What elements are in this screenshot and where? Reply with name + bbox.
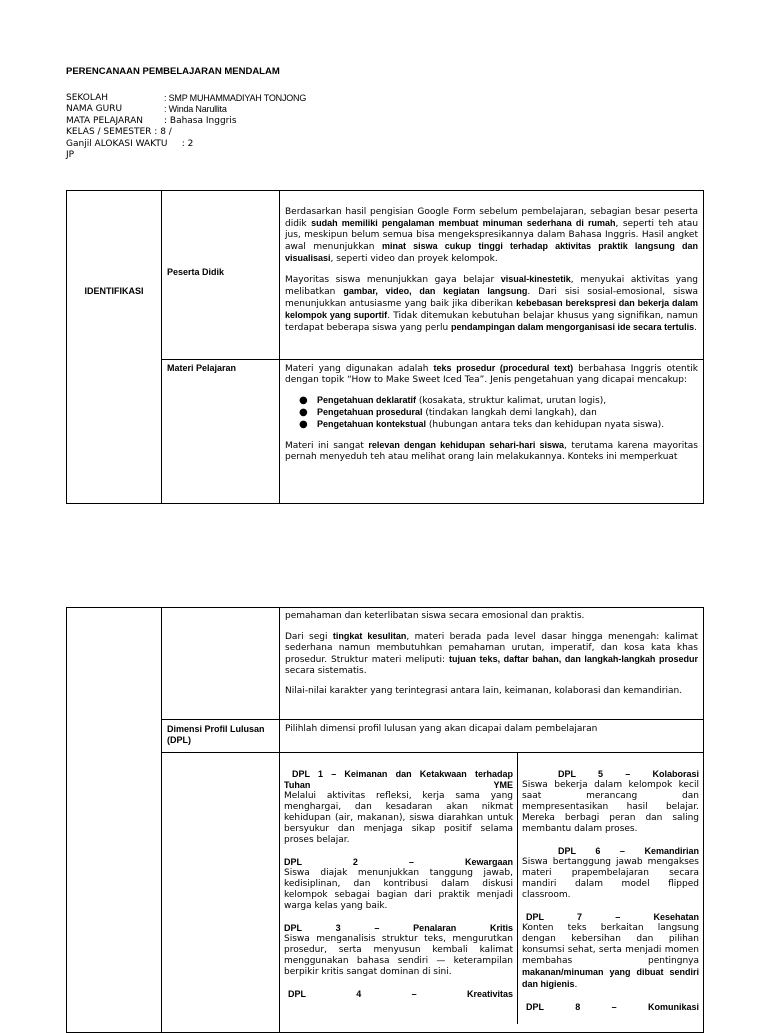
- bullet-icon: ●: [299, 419, 308, 430]
- meta-mapel: [66, 116, 726, 128]
- dpl-item: DPL 6 – Kemandirian Siswa bertanggung jawab mengakses materi prapembelajaran secara mandiri dalam model flipped classroom.: [522, 846, 699, 900]
- meta-value: : Winda Narullita: [164, 104, 227, 114]
- dpl-column-left: [280, 753, 518, 1024]
- dpl-item: DPL 7 – Kesehatan Konten teks berkaitan langsung dengan kebersihan dan pilihan konsumsi sehat, serta menjadi momen membahas pentingnya makanan/minuman yang dibuat sendiri dan higienis.: [522, 912, 699, 990]
- meta-label: NAMA GURU: [66, 104, 123, 114]
- dpl-item: DPL 5 – Kolaborasi Siswa bekerja dalam kelompok kecil saat merancang dan mempresentasikan hasil belajar. Mereka berbagi peran dan saling membantu dalam proses.: [522, 769, 699, 834]
- meta-value: : Bahasa Inggris: [164, 115, 237, 126]
- dpl-item: DPL 3 – Penalaran Kritis Siswa menganalisis struktur teks, mengurutkan prosedur, serta menyusun kembali kalimat menggunakan bahasa sendiri — keterampilan berpikir kritis sangat dominan di sini.: [284, 923, 513, 977]
- materi-content: [280, 360, 704, 504]
- dpl-item: DPL 2 – Kewargaan Siswa diajak menunjukkan tanggung jawab, kedisiplinan, dan kontribusi dalam diskusi kelompok sebagai bagian dari praktik menjadi warga kelas yang baik.: [284, 857, 513, 911]
- dpl-column-right: [518, 753, 703, 1024]
- materi-paragraph-1: Materi yang digunakan adalah teks prosedur (procedural text) berbahasa Inggris otentik dengan topik “How to Make Sweet Iced Tea”. Jenis pengetahuan yang dicapai mencakup:: [285, 363, 698, 385]
- dpl-item: DPL 1 – Keimanan dan Ketakwaan terhadap Tuhan YME Melalui aktivitas refleksi, kerja sama yang menghargai, dan kesadaran akan nikmat kehidupan (air, makanan), siswa diarahkan untuk bersyukur dan menjaga sikap positif selama proses belajar.: [284, 769, 513, 845]
- bullet-icon: ●: [299, 407, 308, 418]
- identification-table: [66, 190, 704, 504]
- dpl-grid: [280, 753, 704, 1033]
- peserta-didik-label: Peserta Didik: [167, 266, 225, 277]
- section-label: IDENTIFIKASI: [84, 286, 144, 297]
- meta-label: SEKOLAH: [66, 92, 109, 103]
- continuation-table: [66, 607, 704, 1033]
- peserta-paragraph-2: Mayoritas siswa menunjukkan gaya belajar visual-kinestetik, menyukai aktivitas yang melibatkan gambar, video, dan kegiatan langsung. Dari sisi sosial-emosional, siswa menunjukkan antusiasme yang baik jika diberikan kebebasan berekspresi dan bekerja dalam kelompok yang suportif. Tidak ditemukan kebutuhan belajar khusus yang signifikan, namun terdapat beberapa siswa yang perlu pendampingan dalam mengorganisasi ide secara tertulis.: [285, 274, 699, 333]
- list-item: ● Pengetahuan prosedural (tindakan langkah demi langkah), dan: [299, 407, 597, 418]
- peserta-paragraph-1: Berdasarkan hasil pengisian Google Form sebelum pembelajaran, sebagian besar peserta didik sudah memiliki pengalaman membuat minuman sederhana di rumah, seperti teh atau jus, meskipun belum semua bisa mengekspresikannya dalam Bahasa Inggris. Hasil angket awal menunjukkan minat siswa cukup tinggi terhadap aktivitas praktik langsung dan visualisasi, seperti video dan proyek kelompok.: [285, 207, 699, 264]
- materi-paragraph-2: Materi ini sangat relevan dengan kehidupan sehari-hari siswa, terutama karena mayoritas pernah menyeduh teh atau melihat orang lain melakukannya. Konteks ini memperkuat: [285, 440, 698, 462]
- dpl-intro-cell: [280, 720, 704, 753]
- document-header: [66, 66, 726, 162]
- list-item: ● Pengetahuan kontekstual (hubungan antara teks dan kehidupan nyata siswa).: [299, 419, 665, 430]
- row-label-cell: [162, 360, 280, 504]
- row-label-cell: [162, 191, 280, 360]
- cont-paragraph-1: pemahaman dan keterlibatan siswa secara emosional dan praktis.: [285, 611, 585, 621]
- peserta-didik-content: [280, 191, 704, 360]
- list-item: ● Pengetahuan deklaratif (kosakata, struktur kalimat, urutan logis),: [299, 395, 607, 406]
- section-label-cell: [67, 608, 162, 1033]
- dpl-intro: Pilihlah dimensi profil lulusan yang akan dicapai dalam pembelajaran: [285, 724, 598, 734]
- dpl-label: Dimensi Profil Lulusan (DPL): [167, 724, 265, 745]
- meta-kelas: KELAS / SEMESTER : 8 /: [66, 127, 172, 137]
- meta-sekolah: [66, 93, 726, 105]
- meta-alokasi: Ganjil ALOKASI WAKTU : 2: [66, 138, 194, 149]
- cont-paragraph-3: Nilai-nilai karakter yang terintegrasi antara lain, keimanan, kolaborasi dan kemandirian.: [285, 686, 683, 696]
- document-title: PERENCANAAN PEMBELAJARAN MENDALAM: [66, 66, 280, 77]
- materi-continuation: [280, 608, 704, 720]
- dpl-item: DPL 8 – Komunikasi: [526, 1002, 699, 1012]
- knowledge-list: [285, 395, 698, 431]
- meta-jp: JP: [66, 150, 75, 160]
- meta-label: MATA PELAJARAN: [66, 115, 143, 126]
- meta-value: : SMP MUHAMMADIYAH TONJONG: [164, 92, 307, 103]
- section-label-cell: [67, 191, 162, 360]
- dpl-item: DPL 4 – Kreativitas: [288, 989, 513, 999]
- row-label-cell: [162, 608, 280, 720]
- row-label-cell: [162, 753, 280, 1033]
- cont-paragraph-2: Dari segi tingkat kesulitan, materi berada pada level dasar hingga menengah: kalimat sederhana namun membutuhkan pemahaman urutan, imperatif, dan kosa kata khas prosedur. Struktur materi meliputi: tujuan teks, daftar bahan, dan langkah-langkah prosedur secara sistematis.: [285, 631, 699, 676]
- meta-guru: [66, 104, 726, 116]
- materi-label: Materi Pelajaran: [167, 363, 237, 373]
- section-label-cell-cont: [67, 360, 162, 504]
- row-label-cell: [162, 720, 280, 753]
- bullet-icon: ●: [299, 395, 308, 406]
